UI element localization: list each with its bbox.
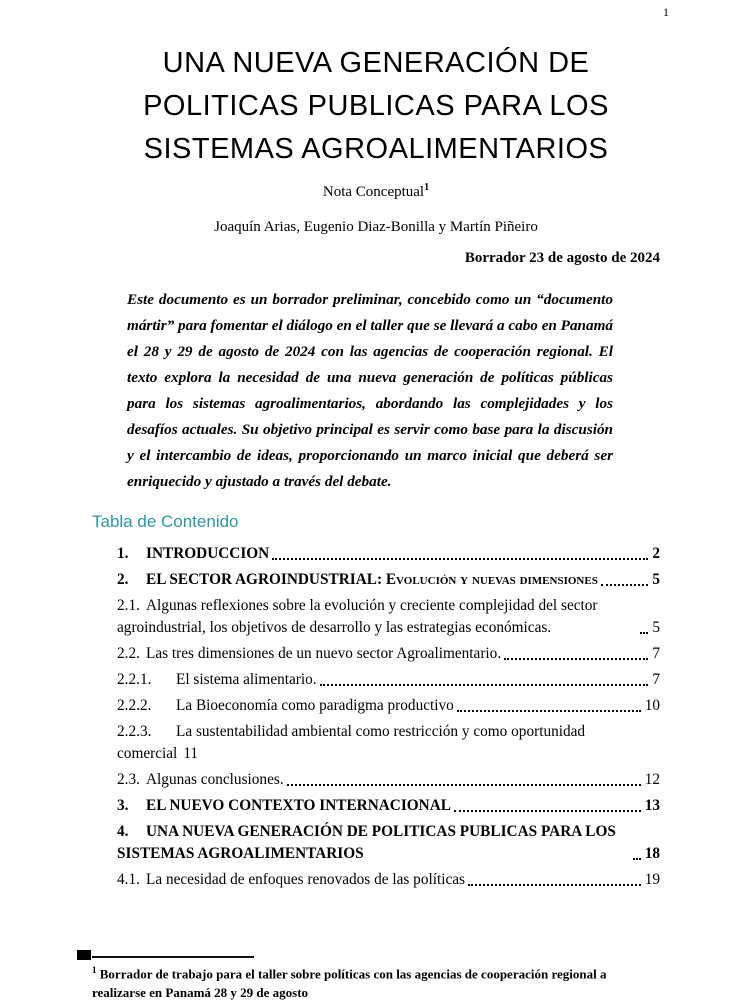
- footnote-body: Borrador de trabajo para el taller sobre políticas con las agencias de cooperación regional a realizarse en Panamá 28 y 29 de agosto: [92, 966, 607, 1000]
- abstract-paragraph: Este documento es un borrador preliminar, concebido como un “documento mártir” para fomentar el diálogo en el taller que se llevará a cabo en Panamá el 28 y 29 de agosto de 2024 con las agencias de cooperación regional. El texto explora la necesidad de una nueva generación de políticas públicas para los sistemas agroalimentarios, abordando las complejidades y los desafíos actuales. Su objetivo principal es servir como base para la discusión y el intercambio de ideas, proporcionando un marco inicial que deberá ser enriquecido y ajustado a través del debate.: [127, 291, 613, 490]
- footnote-ref-marker: 1: [424, 182, 430, 193]
- toc-dot-leader: [640, 632, 648, 634]
- toc-entry-label: Algunas conclusiones.: [146, 771, 284, 788]
- toc-dot-leader: [287, 784, 641, 786]
- toc-entry-label: INTRODUCCION: [146, 545, 270, 562]
- toc-entry-text: [117, 721, 660, 765]
- toc-page-number: 12: [644, 771, 660, 788]
- toc-dot-leader: [454, 810, 641, 812]
- toc-entry-text: [117, 869, 465, 891]
- toc-page-number: 18: [644, 845, 660, 862]
- toc-entry: [117, 569, 660, 591]
- toc-entry: [117, 595, 660, 639]
- toc-entry-label: EL NUEVO CONTEXTO INTERNACIONAL: [146, 797, 451, 814]
- toc-entry-text: [117, 821, 630, 865]
- toc-entry: [117, 869, 660, 891]
- toc-page-number: 7: [652, 645, 660, 662]
- toc-entry: [117, 543, 660, 565]
- footnote: [92, 961, 660, 1000]
- toc-dot-leader: [468, 884, 641, 886]
- toc-entry-number: 2.2.1.: [117, 671, 152, 688]
- toc-dot-leader: [272, 558, 648, 560]
- toc-entry-number: 2.2.2.: [117, 697, 152, 714]
- toc-entry-label: UNA NUEVA GENERACIÓN DE POLITICAS PUBLICAS PARA LOS SISTEMAS AGROALIMENTARIOS: [117, 823, 616, 862]
- toc-page-number: 19: [644, 871, 660, 888]
- toc-entry-number: 2.1.: [117, 597, 140, 614]
- toc-entry: [117, 721, 660, 765]
- toc-dot-leader: [633, 858, 641, 860]
- toc-page-number: 7: [652, 671, 660, 688]
- toc-page-number: 10: [644, 697, 660, 714]
- toc-entry-number: 2.3.: [117, 771, 140, 788]
- page-content: [0, 42, 743, 891]
- toc-entry-number: 3.: [117, 797, 129, 814]
- subtitle-text: Nota Conceptual: [322, 184, 425, 200]
- page-number: 1: [663, 5, 669, 19]
- footnote-area: [0, 950, 743, 1000]
- toc-entry: [117, 695, 660, 717]
- toc-list: [117, 543, 660, 891]
- toc-entry-number: 2.2.3.: [117, 723, 152, 740]
- footnote-number: 1: [92, 965, 97, 975]
- toc-entry-label: La sustentabilidad ambiental como restricción y como oportunidad comercial: [117, 723, 586, 762]
- toc-entry: [117, 821, 660, 865]
- toc-entry-label-smallcaps: Evolución y nuevas dimensiones: [385, 571, 598, 588]
- toc-entry-label: EL SECTOR AGROINDUSTRIAL:: [146, 571, 386, 588]
- toc-entry-number: 1.: [117, 545, 129, 562]
- toc-page-number: 13: [644, 797, 660, 814]
- toc-dot-leader: [320, 684, 649, 686]
- draft-date: Borrador 23 de agosto de 2024: [464, 250, 660, 266]
- toc-dot-leader: [601, 584, 649, 586]
- toc-entry-label: El sistema alimentario.: [176, 671, 317, 688]
- toc-page-number: 5: [652, 619, 660, 636]
- toc-entry-text: [117, 769, 284, 791]
- title-line: UNA NUEVA GENERACIÓN DE: [162, 47, 590, 79]
- footnote-separator: [92, 956, 254, 958]
- toc-entry: [117, 769, 660, 791]
- toc-entry: [117, 643, 660, 665]
- toc-entry: [117, 795, 660, 817]
- toc-entry-label: La necesidad de enfoques renovados de las políticas: [146, 871, 465, 888]
- toc-entry-label: La Bioeconomía como paradigma productivo: [176, 697, 454, 714]
- toc-entry-label: Las tres dimensiones de un nuevo sector Agroalimentario.: [146, 645, 502, 662]
- subtitle: [92, 177, 660, 203]
- toc-entry-text: [117, 695, 454, 717]
- authors-line: Joaquín Arias, Eugenio Diaz-Bonilla y Martín Piñeiro: [214, 219, 538, 235]
- toc-entry: [117, 669, 660, 691]
- title-line: POLITICAS PUBLICAS PARA LOS: [143, 90, 609, 122]
- toc-dot-leader: [504, 658, 648, 660]
- toc-entry-text: [117, 569, 598, 591]
- toc-entry-number: 2.2.: [117, 645, 140, 662]
- scan-artifact-mark: [77, 950, 91, 960]
- toc-page-number: 2: [652, 545, 660, 562]
- toc-entry-number: 2.: [117, 571, 129, 588]
- toc-entry-text: [117, 543, 269, 565]
- toc-entry-number: 4.1.: [117, 871, 140, 888]
- document-title: [98, 42, 654, 171]
- toc-entry-text: [117, 595, 637, 639]
- toc-entry-text: [117, 669, 317, 691]
- toc-heading: Tabla de Contenido: [92, 512, 239, 531]
- toc-entry-text: [117, 643, 501, 665]
- toc-entry-text: [117, 795, 451, 817]
- toc-page-number: 11: [183, 745, 199, 762]
- title-line: SISTEMAS AGROALIMENTARIOS: [143, 133, 609, 165]
- toc-dot-leader: [457, 710, 641, 712]
- toc-entry-number: 4.: [117, 823, 129, 840]
- toc-page-number: 5: [652, 571, 660, 588]
- toc-entry-label: Algunas reflexiones sobre la evolución y creciente complejidad del sector agroindustrial, los objetivos de desarrollo y las estrategias económicas.: [117, 597, 598, 636]
